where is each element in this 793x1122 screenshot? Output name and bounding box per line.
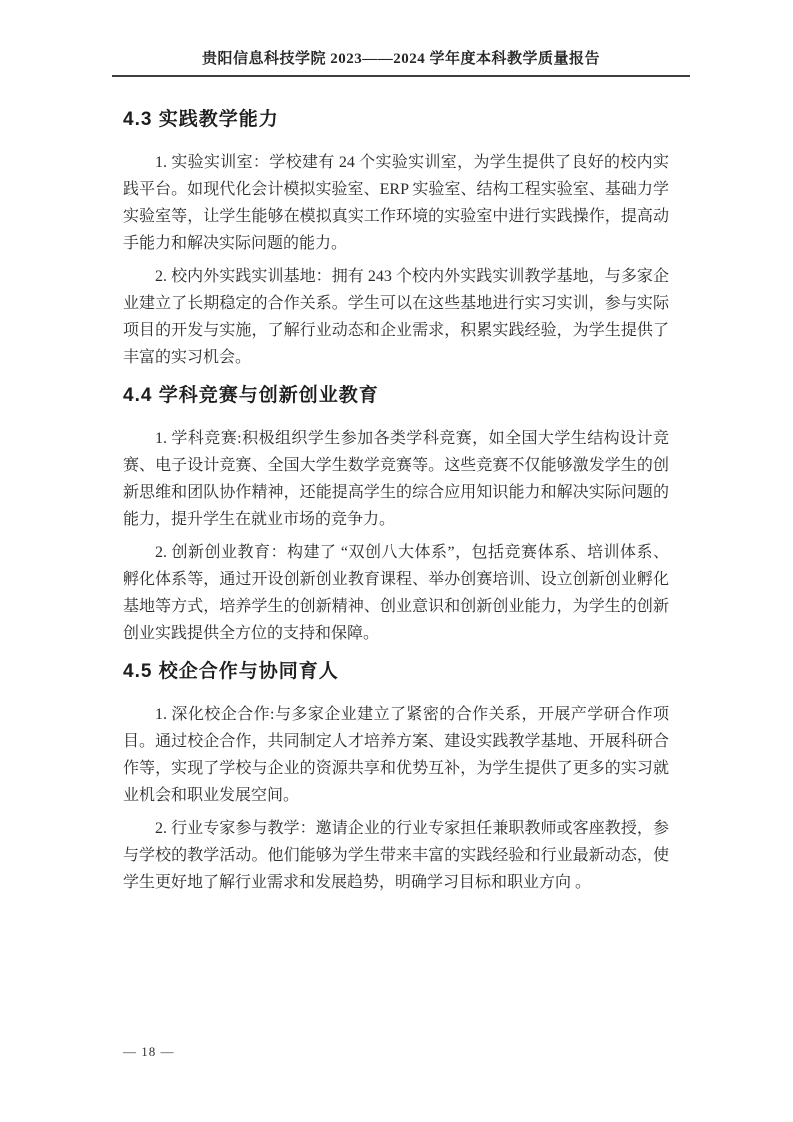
paragraph-competitions: 1. 学科竞赛:积极组织学生参加各类学科竞赛，如全国大学生结构设计竞赛、电子设计竞赛、全国大学生数学竞赛等。这些竞赛不仅能够激发学生的创新思维和团队协作精神，还能提高学生的综合应用知识能力和解决实际问题的能力，提升学生在就业市场的竞争力。 (123, 430, 669, 528)
paragraph-training-bases: 2. 校内外实践实训基地：拥有 243 个校内外实践实训教学基地，与多家企业建立了长期稳定的合作关系。学生可以在这些基地进行实习实训，参与实际项目的开发与实施，了解行业动态和企业需求，积累实践经验，为学生提供了丰富的实习机会。 (123, 268, 669, 366)
section-practice-teaching (123, 107, 669, 371)
section-competitions-innovation (123, 383, 669, 647)
section-school-enterprise (123, 659, 669, 896)
document-content (123, 107, 669, 896)
paragraph-labs: 1. 实验实训室：学校建有 24 个实验实训室，为学生提供了良好的校内实践平台。如现代化会计模拟实验室、ERP 实验室、结构工程实验室、基础力学实验室等，让学生能够在模拟真实工作环境的实验室中进行实践操作，提高动手能力和解决实际问题的能力。 (123, 154, 669, 252)
section-heading-4-3: 4.3 实践教学能力 (123, 109, 279, 130)
section-heading-4-5: 4.5 校企合作与协同育人 (123, 661, 339, 682)
paragraph-cooperation: 1. 深化校企合作:与多家企业建立了紧密的合作关系，开展产学研合作项目。通过校企合作，共同制定人才培养方案、建设实践教学基地、开展科研合作等，实现了学校与企业的资源共享和优势互补，为学生提供了更多的实习就业机会和职业发展空间。 (123, 706, 669, 804)
section-heading-4-4: 4.4 学科竞赛与创新创业教育 (123, 385, 379, 406)
paragraph-industry-experts: 2. 行业专家参与教学：邀请企业的行业专家担任兼职教师或客座教授，参与学校的教学活动。他们能够为学生带来丰富的实践经验和行业最新动态，使学生更好地了解行业需求和发展趋势，明确学习目标和职业方向 。 (123, 820, 669, 891)
paragraph-innovation-education: 2. 创新创业教育：构建了 “双创八大体系”，包括竞赛体系、培训体系、孵化体系等，通过开设创新创业教育课程、举办创赛培训、设立创新创业孵化基地等方式，培养学生的创新精神、创业意识和创新创业能力，为学生的创新创业实践提供全方位的支持和保障。 (123, 544, 669, 642)
page-number: — 18 — (123, 1044, 175, 1059)
page-footer (123, 1044, 175, 1060)
page-header (112, 47, 690, 77)
page-header-title: 贵阳信息科技学院 2023——2024 学年度本科教学质量报告 (201, 51, 600, 67)
